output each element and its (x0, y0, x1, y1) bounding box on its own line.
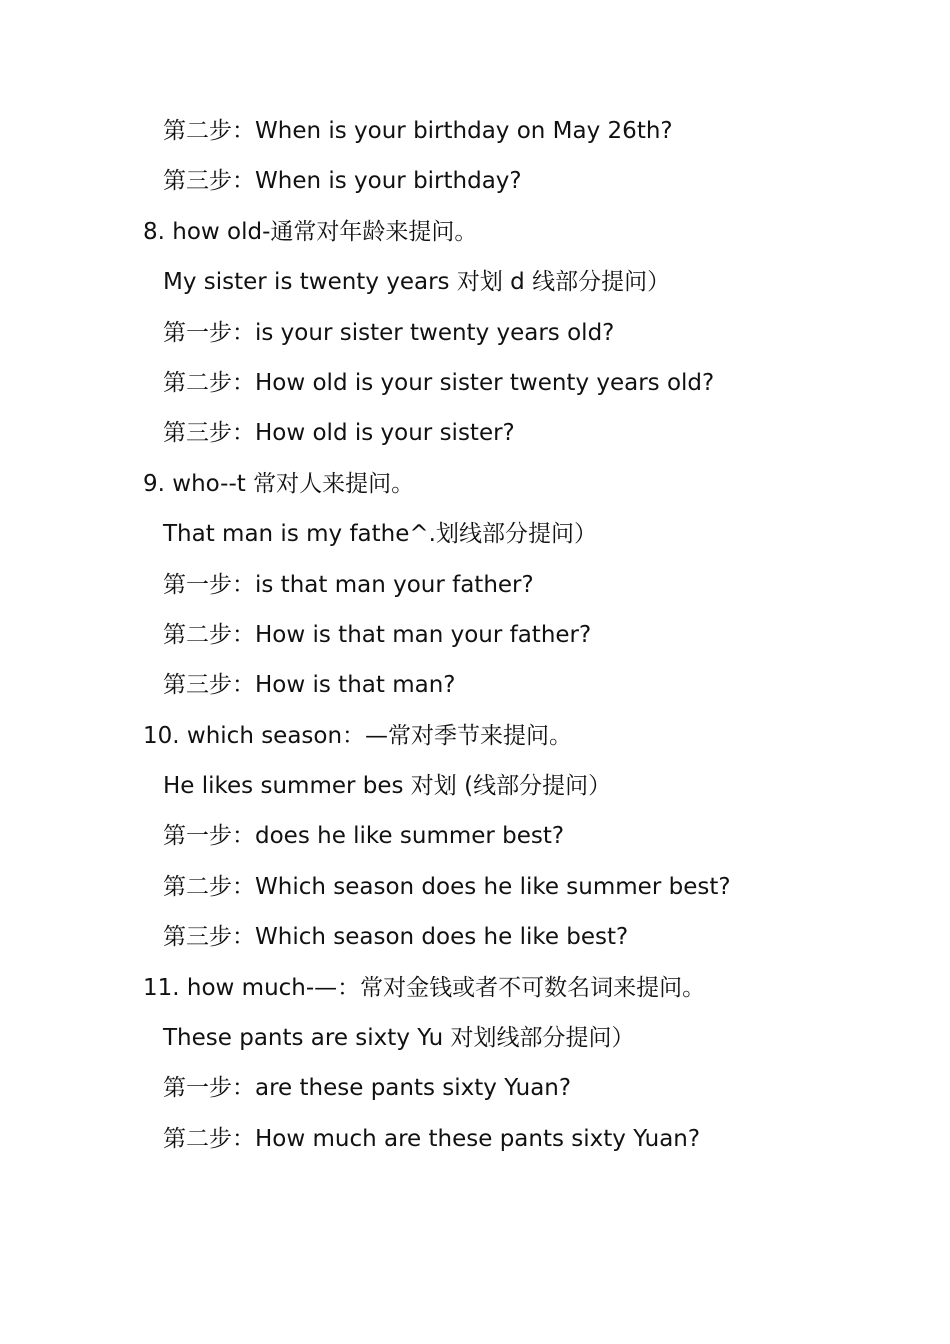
step-line: 第二步：Which season does he like summer best? (163, 873, 731, 900)
section-heading: 10. which season：—常对季节来提问。 (143, 722, 573, 749)
step-line: 第一步：is that man your father? (163, 571, 534, 598)
example-sentence: These pants are sixty Yu 对划线部分提问） (163, 1025, 635, 1052)
step-line: 第三步：When is your birthday? (163, 168, 522, 195)
example-sentence: My sister is twenty years 对划 d 线部分提问） (163, 269, 671, 296)
section-heading: 8. how old-通常对年龄来提问。 (143, 218, 478, 245)
step-line: 第一步：is your sister twenty years old? (163, 319, 615, 346)
section-heading: 9. who--t 常对人来提问。 (143, 470, 415, 497)
example-sentence: That man is my fathe^.划线部分提问） (163, 521, 597, 548)
example-sentence: He likes summer bes 对划 (线部分提问） (163, 773, 612, 800)
step-line: 第二步：When is your birthday on May 26th? (163, 118, 673, 144)
step-line: 第二步：How old is your sister twenty years old? (163, 369, 715, 396)
section-heading: 11. how much-—：常对金钱或者不可数名词来提问。 (143, 974, 706, 1001)
step-line: 第一步：does he like summer best? (163, 823, 565, 850)
step-line: 第三步：How old is your sister? (163, 420, 515, 447)
step-line: 第一步：are these pants sixty Yuan? (163, 1075, 572, 1102)
step-line: 第三步：How is that man? (163, 672, 456, 699)
step-line: 第三步：Which season does he like best? (163, 924, 629, 951)
step-line: 第二步：How is that man your father? (163, 621, 592, 648)
step-line: 第二步：How much are these pants sixty Yuan? (163, 1125, 701, 1152)
document-body (0, 106, 950, 1164)
